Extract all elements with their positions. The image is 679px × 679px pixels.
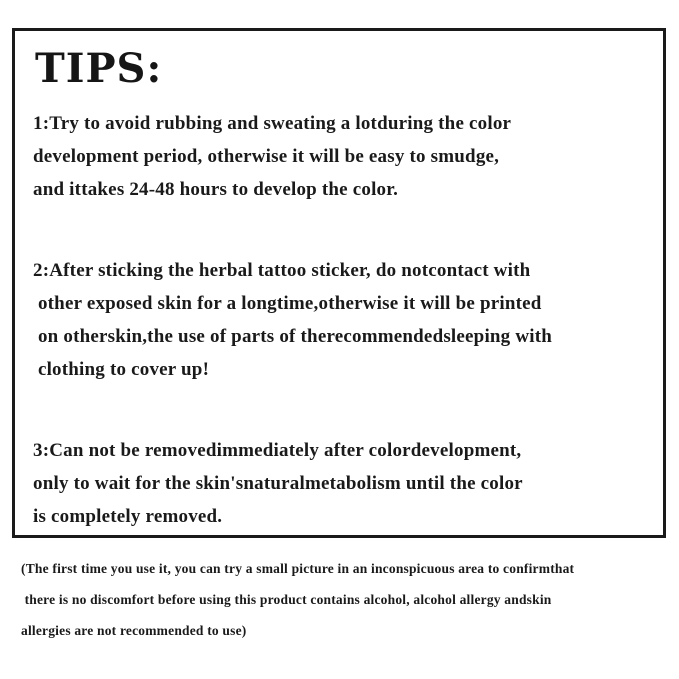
tip-line: 3:Can not be removedimmediately after colordevelopment, [33,440,522,461]
tip-line: development period, otherwise it will be easy to smudge, [33,146,500,167]
tip-line: 1:Try to avoid rubbing and sweating a lotduring the color [33,113,512,134]
footnote-line: there is no discomfort before using this product contains alcohol, alcohol allergy andskin [21,592,552,607]
tips-box [12,28,666,538]
tip-paragraph-1 [33,107,655,206]
tip-paragraph-3 [33,434,655,533]
tip-line: is completely removed. [33,506,223,527]
tip-line: only to wait for the skin'snaturalmetabolism until the color [33,473,523,494]
footnote [21,553,671,646]
tip-line: clothing to cover up! [33,359,210,380]
tip-line: other exposed skin for a longtime,otherwise it will be printed [33,293,542,314]
tip-paragraph-2 [33,254,655,386]
tip-line: and ittakes 24-48 hours to develop the color. [33,179,399,200]
footnote-line: allergies are not recommended to use) [21,623,247,638]
footnote-line: (The first time you use it, you can try a small picture in an inconspicuous area to confirmthat [21,561,575,576]
tips-heading: TIPS: [35,45,163,92]
tip-line: on otherskin,the use of parts of therecommendedsleeping with [33,326,553,347]
tip-line: 2:After sticking the herbal tattoo sticker, do notcontact with [33,260,531,281]
